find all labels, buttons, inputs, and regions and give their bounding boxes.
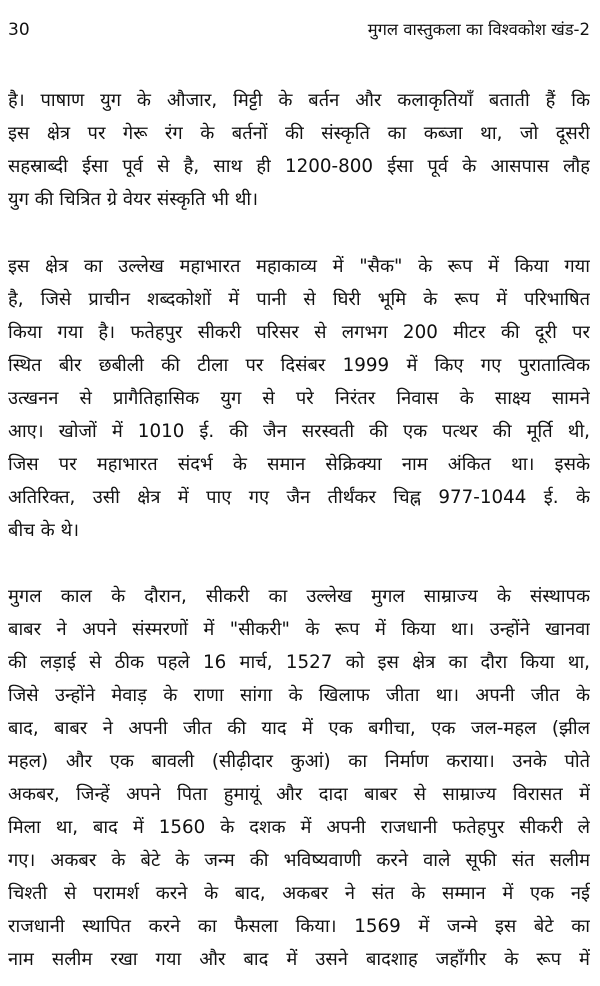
text-line: बाद, बाबर ने अपनी जीत की याद में एक बगीचा, एक जल-महल (झील: [8, 718, 590, 739]
paragraph-1: [8, 84, 590, 216]
text-line: बीच के थे।: [8, 520, 80, 541]
text-line: नाम सलीम रखा गया और बाद में उसने बादशाह जहाँगीर के रूप में: [8, 949, 590, 970]
text-line: अकबर, जिन्हें अपने पिता हुमायूं और दादा बाबर से साम्राज्य विरासत में: [8, 784, 590, 805]
page-number: 30: [8, 20, 30, 40]
text-line: है, जिसे प्राचीन शब्दकोशों में पानी से घिरी भूमि के रूप में परिभाषित: [8, 289, 590, 310]
text-line: सहस्राब्दी ईसा पूर्व से है, साथ ही 1200-800 ईसा पूर्व के आसपास लौह: [8, 156, 590, 177]
text-line: महल) और एक बावली (सीढ़ीदार कुआं) का निर्माण कराया। उनके पोते: [8, 751, 590, 772]
text-line: जिस पर महाभारत संदर्भ के समान सेक्रिक्या नाम अंकित था। इसके: [8, 454, 590, 475]
paragraph-3: [8, 580, 590, 976]
text-line: युग की चित्रित ग्रे वेयर संस्कृति भी थी।: [8, 189, 259, 210]
text-line: आए। खोजों में 1010 ई. की जैन सरस्वती की एक पत्थर की मूर्ति थी,: [8, 421, 590, 442]
text-line: मिला था, बाद में 1560 के दशक में अपनी राजधानी फतेहपुर सीकरी ले: [8, 817, 590, 838]
text-line: अतिरिक्त, उसी क्षेत्र में पाए गए जैन तीर्थंकर चिह्न 977-1044 ई. के: [8, 487, 590, 508]
text-line: बाबर ने अपने संस्मरणों में "सीकरी" के रूप में किया था। उन्होंने खानवा: [8, 619, 590, 640]
text-line: किया गया है। फतेहपुर सीकरी परिसर से लगभग 200 मीटर की दूरी पर: [8, 322, 590, 343]
text-line: उत्खनन से प्रागैतिहासिक युग से परे निरंतर निवास के साक्ष्य सामने: [8, 388, 590, 409]
text-line: चिश्ती से परामर्श करने के बाद, अकबर ने संत के सम्मान में एक नई: [8, 883, 590, 904]
text-line: राजधानी स्थापित करने का फैसला किया। 1569 में जन्मे इस बेटे का: [8, 916, 590, 937]
running-title: मुगल वास्तुकला का विश्वकोश खंड-2: [367, 20, 590, 39]
text-line: है। पाषाण युग के औजार, मिट्टी के बर्तन और कलाकृतियाँ बताती हैं कि: [8, 90, 590, 111]
page-header: [8, 18, 590, 44]
text-line: इस क्षेत्र का उल्लेख महाभारत महाकाव्य में "सैक" के रूप में किया गया: [8, 256, 590, 277]
text-line: स्थित बीर छबीली की टीला पर दिसंबर 1999 में किए गए पुरातात्विक: [8, 355, 590, 376]
text-line: गए। अकबर के बेटे के जन्म की भविष्यवाणी करने वाले सूफी संत सलीम: [8, 850, 590, 871]
text-line: इस क्षेत्र पर गेरू रंग के बर्तनों की संस्कृति का कब्जा था, जो दूसरी: [8, 123, 590, 144]
text-line: की लड़ाई से ठीक पहले 16 मार्च, 1527 को इस क्षेत्र का दौरा किया था,: [8, 652, 590, 673]
text-line: जिसे उन्होंने मेवाड़ के राणा सांगा के खिलाफ जीता था। अपनी जीत के: [8, 685, 590, 706]
text-line: मुगल काल के दौरान, सीकरी का उल्लेख मुगल साम्राज्य के संस्थापक: [8, 586, 590, 607]
paragraph-2: [8, 250, 590, 547]
